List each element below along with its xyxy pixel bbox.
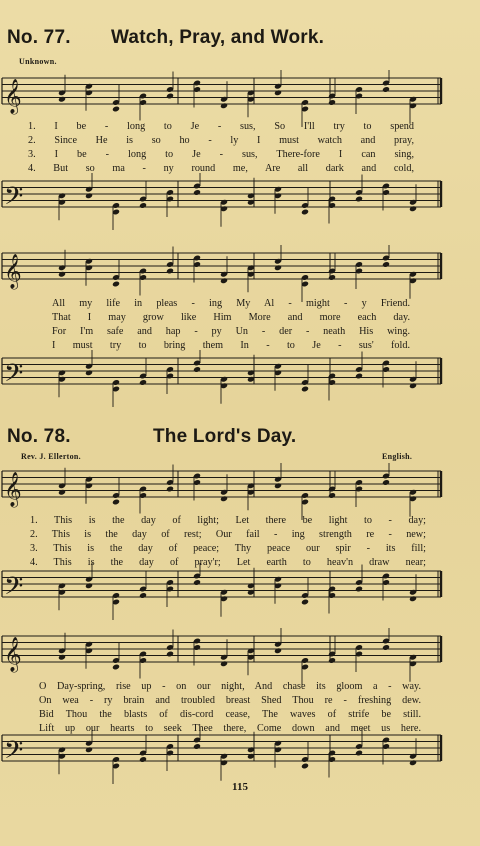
verse-line bbox=[30, 528, 426, 542]
hymn-77-system-2-bass-staff bbox=[0, 350, 480, 410]
verse-text: On wea - ry brain and troubled breast Shed Thou re - freshing dew. bbox=[39, 695, 421, 706]
verse-text: Bid Thou the blasts of dis-cord cease, The waves of strife be still. bbox=[39, 709, 421, 720]
hymn-77-title: Watch, Pray, and Work. bbox=[111, 27, 325, 48]
verse-text: 1. I be - long to Je - sus, So I'll try to spend bbox=[28, 121, 414, 132]
hymn-78-number: No. 78. bbox=[7, 426, 71, 447]
verse-line bbox=[39, 680, 421, 694]
verse-line bbox=[28, 120, 414, 134]
hymn-77-system-2-treble-staff bbox=[0, 245, 480, 305]
page-number: 115 bbox=[232, 781, 248, 793]
hymn-77-verses-system-2 bbox=[52, 297, 410, 353]
verse-line bbox=[52, 297, 410, 311]
hymn-77-system-1-bass-staff bbox=[0, 173, 480, 233]
verse-text: 3. This is the day of peace; Thy peace our spir - its fill; bbox=[30, 543, 426, 554]
clef-icon: 𝄢 bbox=[4, 182, 24, 217]
hymn-77-number: No. 77. bbox=[7, 27, 71, 48]
verse-text: 2. This is the day of rest; Our fail - ing strength re - new; bbox=[30, 529, 426, 540]
clef-icon: 𝄞 bbox=[4, 79, 22, 114]
hymn-78-author: Rev. J. Ellerton. bbox=[21, 452, 81, 461]
verse-line bbox=[39, 708, 421, 722]
clef-icon: 𝄢 bbox=[4, 572, 24, 607]
hymn-78-title: The Lord's Day. bbox=[153, 426, 297, 447]
verse-line bbox=[30, 514, 426, 528]
clef-icon: 𝄞 bbox=[4, 472, 22, 507]
clef-icon: 𝄢 bbox=[4, 359, 24, 394]
verse-text: O Day-spring, rise up - on our night, And chase its gloom a - way. bbox=[39, 681, 421, 692]
verse-line bbox=[28, 148, 414, 162]
verse-text: I must try to bring them In - to Je - sus' fold. bbox=[52, 340, 410, 351]
verse-text: All my life in pleas - ing My Al - might - y Friend. bbox=[52, 298, 410, 309]
hymn-78-system-1-bass-staff bbox=[0, 563, 480, 623]
hymn-77-verses-system-1 bbox=[28, 120, 414, 176]
verse-text: 4. But so ma - ny round me, Are all dark and cold, bbox=[28, 163, 414, 174]
hymn-77-author: Unknown. bbox=[19, 57, 57, 66]
verse-line bbox=[28, 134, 414, 148]
verse-text: That I may grow like Him More and more each day. bbox=[52, 312, 410, 323]
verse-line bbox=[39, 694, 421, 708]
hymn-78-origin: English. bbox=[382, 452, 413, 461]
verse-line bbox=[30, 542, 426, 556]
hymn-78-system-2-bass-staff bbox=[0, 727, 480, 787]
hymn-78-system-2-treble-staff bbox=[0, 628, 480, 688]
verse-text: Lift up our hearts to seek Thee there, Come down and meet us here. bbox=[39, 723, 421, 734]
clef-icon: 𝄞 bbox=[4, 254, 22, 289]
verse-text: 1. This is the day of light; Let there be light to - day; bbox=[30, 515, 426, 526]
clef-icon: 𝄢 bbox=[4, 736, 24, 771]
hymn-78-verses-system-1 bbox=[30, 514, 426, 570]
verse-line bbox=[52, 325, 410, 339]
verse-text: For I'm safe and hap - py Un - der - neath His wing. bbox=[52, 326, 410, 337]
clef-icon: 𝄞 bbox=[4, 637, 22, 672]
verse-line bbox=[52, 311, 410, 325]
verse-text: 2. Since He is so ho - ly I must watch and pray, bbox=[28, 135, 414, 146]
verse-text: 4. This is the day of pray'r; Let earth to heav'n draw near; bbox=[30, 557, 426, 568]
verse-text: 3. I be - long to Je - sus, There-fore I can sing, bbox=[28, 149, 414, 160]
